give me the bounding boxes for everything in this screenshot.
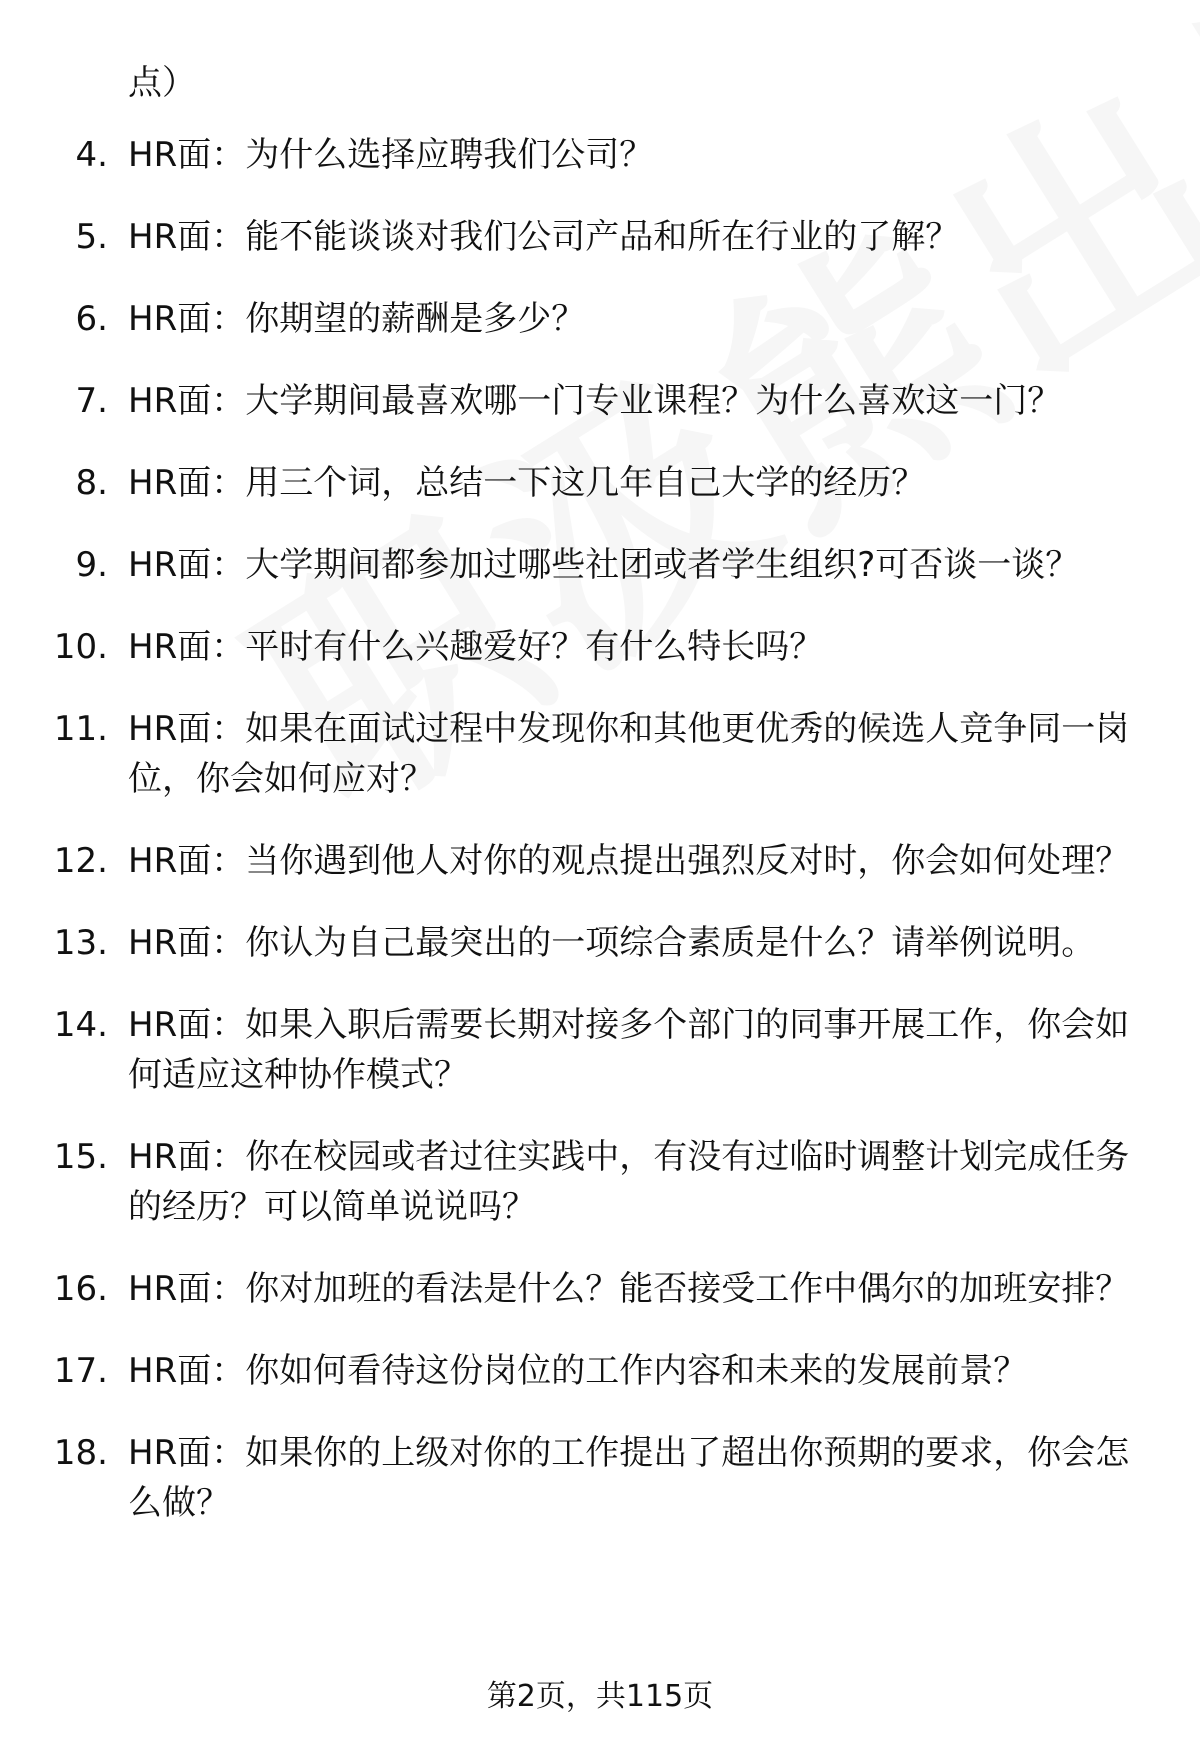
list-item	[0, 376, 1200, 426]
item-text: HR面：为什么选择应聘我们公司？	[128, 135, 654, 175]
item-number: 7.	[75, 381, 108, 421]
list-item	[0, 1264, 1200, 1314]
list-item	[0, 1000, 1200, 1100]
list-item	[0, 836, 1200, 886]
item-number: 16.	[53, 1269, 108, 1309]
item-number: 11.	[53, 709, 108, 749]
list-item	[0, 212, 1200, 262]
page-number-footer: 第2页，共115页	[486, 1679, 714, 1714]
item-number: 15.	[53, 1137, 108, 1177]
item-number: 8.	[75, 463, 108, 503]
item-text: HR面：你如何看待这份岗位的工作内容和未来的发展前景？	[128, 1351, 1028, 1391]
item-text: HR面：如果入职后需要长期对接多个部门的同事开展工作，你会如何适应这种协作模式？	[128, 1005, 1130, 1095]
list-item	[0, 622, 1200, 672]
list-item	[0, 540, 1200, 590]
item-number: 12.	[53, 841, 108, 881]
item-text: HR面：用三个词，总结一下这几年自己大学的经历？	[128, 463, 926, 503]
question-list	[0, 130, 1200, 1560]
item-text: HR面：如果在面试过程中发现你和其他更优秀的候选人竞争同一岗位，你会如何应对？	[128, 709, 1130, 799]
item-number: 6.	[75, 299, 108, 339]
item-number: 4.	[75, 135, 108, 175]
continuation-text: 点）	[128, 63, 196, 103]
item-number: 9.	[75, 545, 108, 585]
list-item	[0, 704, 1200, 804]
item-number: 14.	[53, 1005, 108, 1045]
list-item	[0, 918, 1200, 968]
item-text: HR面：能不能谈谈对我们公司产品和所在行业的了解？	[128, 217, 960, 257]
list-item	[0, 294, 1200, 344]
item-text: HR面：大学期间最喜欢哪一门专业课程？为什么喜欢这一门？	[128, 381, 1062, 421]
item-number: 18.	[53, 1433, 108, 1473]
item-text: HR面：如果你的上级对你的工作提出了超出你预期的要求，你会怎么做？	[128, 1433, 1130, 1523]
item-text: HR面：你对加班的看法是什么？能否接受工作中偶尔的加班安排？	[128, 1269, 1130, 1309]
item-text: HR面：你在校园或者过往实践中，有没有过临时调整计划完成任务的经历？可以简单说说吗？	[128, 1137, 1130, 1227]
list-item	[0, 1346, 1200, 1396]
item-number: 17.	[53, 1351, 108, 1391]
item-text: HR面：当你遇到他人对你的观点提出强烈反对时，你会如何处理？	[128, 841, 1130, 881]
item-number: 5.	[75, 217, 108, 257]
list-item	[0, 1428, 1200, 1528]
item-text: HR面：大学期间都参加过哪些社团或者学生组织?可否谈一谈？	[128, 545, 1080, 585]
item-number: 10.	[53, 627, 108, 667]
item-text: HR面：你期望的薪酬是多少？	[128, 299, 586, 339]
item-text: HR面：你认为自己最突出的一项综合素质是什么？请举例说明。	[128, 923, 1096, 963]
list-item	[0, 1132, 1200, 1232]
item-number: 13.	[53, 923, 108, 963]
list-item	[0, 458, 1200, 508]
item-text: HR面：平时有什么兴趣爱好？有什么特长吗？	[128, 627, 824, 667]
list-item	[0, 130, 1200, 180]
